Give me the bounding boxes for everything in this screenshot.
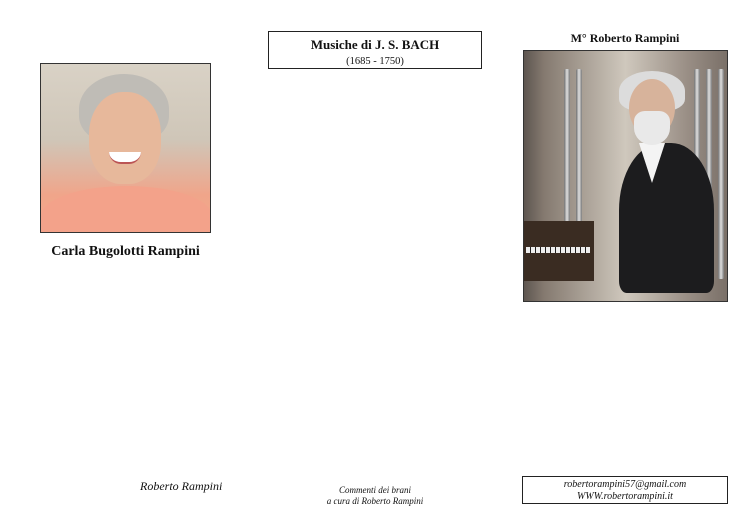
contact-box — [522, 476, 728, 504]
performer-name: M° Roberto Rampini — [570, 31, 680, 45]
portrait-photo-carla — [40, 63, 211, 233]
program-title: Musiche di J. S. BACH — [310, 37, 440, 52]
contact-email: robertorampini57@gmail.com — [563, 479, 687, 490]
performer-photo — [523, 50, 728, 302]
dedicatee-name: Carla Bugolotti Rampini — [51, 244, 200, 259]
contact-website: WWW.robertorampini.it — [577, 491, 673, 502]
commenti-line-2: a cura di Roberto Rampini — [326, 496, 424, 506]
program-title-box — [268, 31, 482, 69]
dedication-signature: Roberto Rampini — [140, 479, 223, 493]
commenti-note — [300, 485, 450, 507]
composer-years: (1685 - 1750) — [346, 56, 404, 67]
commenti-line-1: Commenti dei brani — [339, 485, 411, 495]
